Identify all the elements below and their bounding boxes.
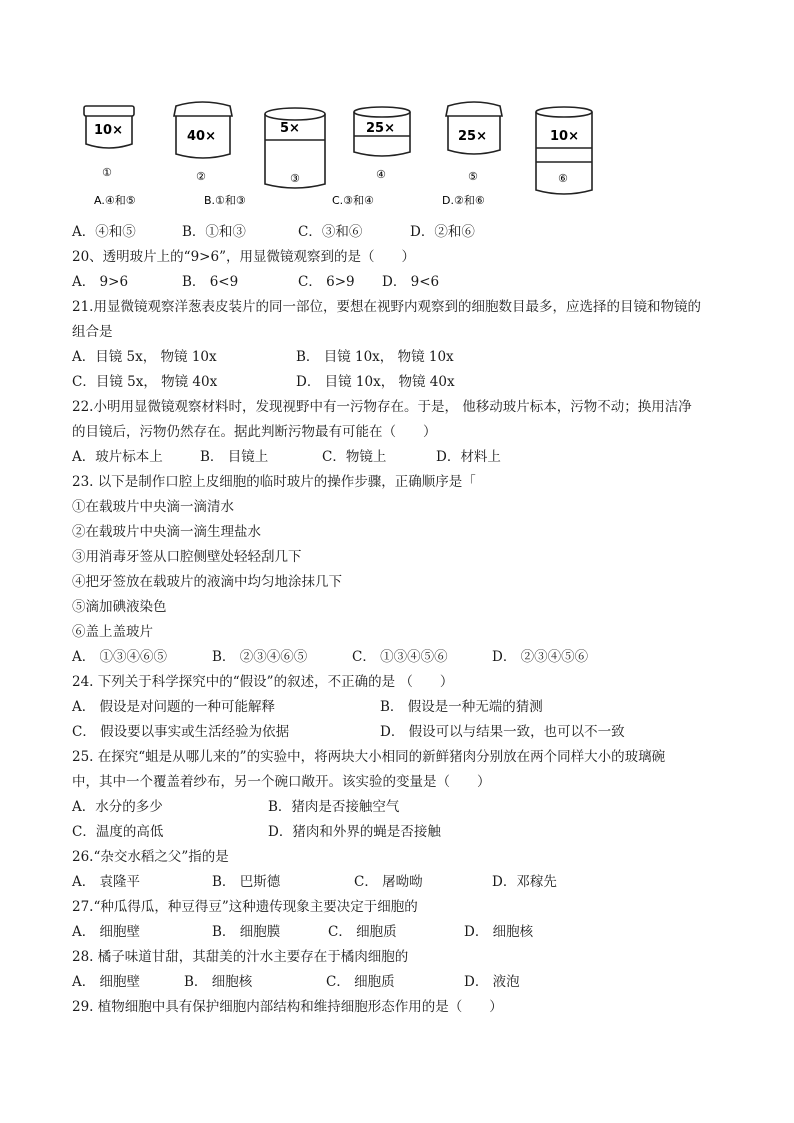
q19-option-d: D．②和⑥ [410,224,475,240]
lens-1-number: ① [102,166,112,179]
figure-caption-a: A.④和⑤ [94,194,136,207]
q23-stem: 23. 以下是制作口腔上皮细胞的临时玻片的操作步骤，正确顺序是「 [72,474,476,490]
q20-option-d: D． 9<6 [382,274,440,290]
q25-option-b: B．猪肉是否接触空气 [268,799,400,815]
lens-4-mag: 25× [366,121,395,136]
lens-6-number: ⑥ [558,172,568,185]
q26-option-a: A． 袁隆平 [72,874,141,890]
q27-stem: 27.“种瓜得瓜，种豆得豆”这种遗传现象主要决定于细胞的 [72,899,418,915]
q23-option-b: B． ②③④⑥⑤ [212,649,308,665]
q24-stem: 24. 下列关于科学探究中的“假设”的叙述，不正确的是 （ ） [72,674,454,690]
lens-3-mag: 5× [280,121,300,136]
q22-stem-line2: 的目镜后，污物仍然存在。据此判断污物最有可能在（ ） [72,424,437,440]
lens-1-mag: 10× [94,123,123,138]
q21-option-c: C．目镜 5x， 物镜 40x [72,374,218,390]
lens-5 [446,102,502,154]
q21-option-d: D． 目镜 10x， 物镜 40x [296,374,455,390]
q24-option-d: D． 假设可以与结果一致，也可以不一致 [380,724,625,740]
q20-stem: 20、透明玻片上的“9>6”，用显微镜观察到的是（ ） [72,249,415,265]
q22-option-b: B． 目镜上 [200,449,269,465]
lens-5-mag: 25× [458,129,487,144]
q25-option-d: D．猪肉和外界的蝇是否接触 [268,824,441,840]
lens-2-number: ② [196,170,206,183]
q26-stem: 26.“杂交水稻之父”指的是 [72,849,229,865]
lens-2-mag: 40× [187,129,216,144]
q20-option-b: B． 6<9 [182,274,239,290]
q26-option-b: B． 巴斯德 [212,874,281,890]
figure-caption-d: D.②和⑥ [442,194,485,207]
q28-option-a: A． 细胞壁 [72,974,141,990]
q26-option-d: D．邓稼先 [492,874,557,890]
q23-step-2: ②在载玻片中央滴一滴生理盐水 [72,524,261,540]
q25-stem-line1: 25. 在探究“蛆是从哪儿来的”的实验中，将两块大小相同的新鲜猪肉分别放在两个同样大小的玻璃碗 [72,749,666,765]
q23-step-4: ④把牙签放在载玻片的液滴中均匀地涂抹几下 [72,574,342,590]
q28-option-d: D． 液泡 [464,974,520,990]
q19-option-a: A．④和⑤ [72,224,136,240]
q25-option-c: C．温度的高低 [72,824,164,840]
lens-5-number: ⑤ [468,170,478,183]
q24-option-c: C． 假设要以事实或生活经验为依据 [72,724,290,740]
lens-3-number: ③ [290,172,300,185]
q28-option-b: B． 细胞核 [184,974,253,990]
q27-option-d: D． 细胞核 [464,924,534,940]
q21-stem-line2: 组合是 [72,324,113,340]
q23-step-5: ⑤滴加碘液染色 [72,599,167,615]
q22-option-c: C．物镜上 [322,449,387,465]
lens-6-mag: 10× [550,129,579,144]
q28-stem: 28. 橘子味道甘甜，其甜美的汁水主要存在于橘肉细胞的 [72,949,409,965]
q23-step-3: ③用消毒牙签从口腔侧壁处轻轻刮几下 [72,549,302,565]
q24-option-b: B． 假设是一种无端的猜测 [380,699,543,715]
q23-step-6: ⑥盖上盖玻片 [72,624,153,640]
q27-option-c: C． 细胞质 [328,924,397,940]
q26-option-c: C． 屠呦呦 [354,874,423,890]
q20-option-a: A． 9>6 [72,274,129,290]
q21-option-b: B． 目镜 10x， 物镜 10x [296,349,454,365]
q23-step-1: ①在载玻片中央滴一滴清水 [72,499,234,515]
q22-option-d: D．材料上 [436,449,501,465]
q21-option-a: A．目镜 5x， 物镜 10x [72,349,217,365]
q20-option-c: C． 6>9 [298,274,355,290]
q22-stem-line1: 22.小明用显微镜观察材料时，发现视野中有一污物存在。于是， 他移动玻片标本，污物不动；换用洁净 [72,399,692,415]
q23-option-c: C． ①③④⑤⑥ [352,649,448,665]
q28-option-c: C． 细胞质 [326,974,395,990]
q27-option-b: B． 细胞膜 [212,924,281,940]
q25-stem-line2: 中，其中一个覆盖着纱布，另一个碗口敞开。该实验的变量是（ ） [72,774,491,790]
q24-option-a: A． 假设是对问题的一种可能解释 [72,699,276,715]
q19-option-c: C．③和⑥ [298,224,363,240]
q23-option-d: D． ②③④⑤⑥ [492,649,589,665]
figure-caption-b: B.①和③ [204,194,246,207]
figure-caption-c: C.③和④ [332,194,374,207]
q22-option-a: A．玻片标本上 [72,449,163,465]
lens-figure-svg [72,100,632,215]
q19-option-b: B．①和③ [182,224,246,240]
q25-option-a: A．水分的多少 [72,799,163,815]
q23-option-a: A． ①③④⑥⑤ [72,649,168,665]
q21-stem-line1: 21.用显微镜观察洋葱表皮装片的同一部位，要想在视野内观察到的细胞数目最多，应选择的目镜和物镜的 [72,299,701,315]
lens-4-number: ④ [376,168,386,181]
q27-option-a: A． 细胞壁 [72,924,141,940]
q29-stem: 29. 植物细胞中具有保护细胞内部结构和维持细胞形态作用的是（ ） [72,999,503,1015]
lens-figure [72,100,632,215]
